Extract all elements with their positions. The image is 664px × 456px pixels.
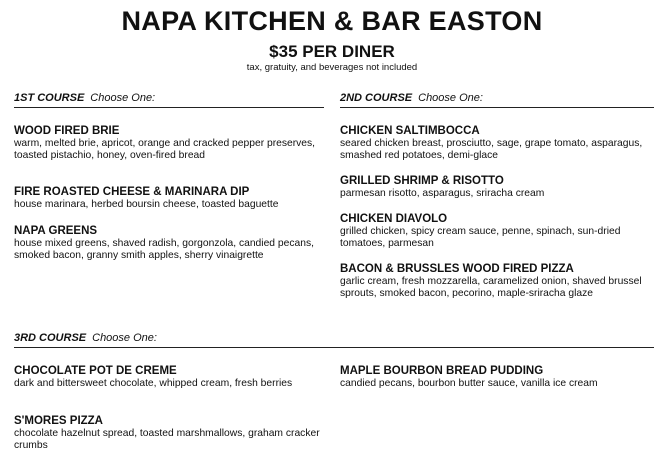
item-desc: dark and bittersweet chocolate, whipped cream, fresh berries xyxy=(14,378,293,389)
price-note: tax, gratuity, and beverages not included xyxy=(246,62,418,73)
menu-item-chicken-saltimbocca xyxy=(340,125,650,161)
course-1-rule xyxy=(14,107,324,108)
item-desc: candied pecans, bourbon butter sauce, vanilla ice cream xyxy=(340,378,598,389)
course-1-label: 1ST COURSE xyxy=(14,92,85,104)
course-3-label: 3RD COURSE xyxy=(14,332,87,344)
course-3-choose: Choose One: xyxy=(92,332,157,344)
item-name: CHICKEN DIAVOLO xyxy=(340,213,448,225)
item-name: S'MORES PIZZA xyxy=(14,415,103,427)
item-name: NAPA GREENS xyxy=(14,225,98,237)
item-desc: chocolate hazelnut spread, toasted marshmallows, graham cracker crumbs xyxy=(14,428,320,451)
item-name: WOOD FIRED BRIE xyxy=(14,125,120,137)
item-desc: garlic cream, fresh mozzarella, caramelized onion, shaved brussel sprouts, smoked bacon, pecorino, maple-sriracha glaze xyxy=(340,276,642,299)
course-2-choose: Choose One: xyxy=(418,92,483,104)
course-2-heading xyxy=(340,92,483,104)
item-name: MAPLE BOURBON BREAD PUDDING xyxy=(340,365,544,377)
menu-item-wood-fired-brie xyxy=(14,125,324,161)
menu-item-napa-greens xyxy=(14,225,324,261)
course-2-label: 2ND COURSE xyxy=(340,92,413,104)
course-2-rule xyxy=(340,107,654,108)
item-desc: seared chicken breast, prosciutto, sage, grape tomato, asparagus, smashed red potatoes, demi-glace xyxy=(340,138,643,161)
item-name: BACON & BRUSSLES WOOD FIRED PIZZA xyxy=(340,263,574,275)
menu-item-shrimp-risotto xyxy=(340,175,650,200)
item-desc: house mixed greens, shaved radish, gorgonzola, candied pecans, smoked bacon, granny smith apples, sherry vinaigrette xyxy=(14,238,314,261)
menu-item-pot-de-creme xyxy=(14,365,324,390)
menu-item-smores-pizza xyxy=(14,415,324,451)
menu-item-cheese-marinara-dip xyxy=(14,186,324,211)
item-desc: parmesan risotto, asparagus, sriracha cream xyxy=(340,188,545,199)
item-desc: house marinara, herbed boursin cheese, toasted baguette xyxy=(14,199,279,210)
price-per-diner: $35 PER DINER xyxy=(269,42,395,61)
course-3-heading xyxy=(14,332,157,344)
item-name: FIRE ROASTED CHEESE & MARINARA DIP xyxy=(14,186,250,198)
item-name: CHOCOLATE POT DE CREME xyxy=(14,365,177,377)
item-desc: grilled chicken, spicy cream sauce, penne, spinach, sun-dried tomatoes, parmesan xyxy=(340,226,621,249)
course-3-rule xyxy=(14,347,654,348)
course-1-choose: Choose One: xyxy=(90,92,156,104)
menu-item-bacon-brussles-pizza xyxy=(340,263,650,299)
menu-item-bread-pudding xyxy=(340,365,650,390)
item-name: CHICKEN SALTIMBOCCA xyxy=(340,125,480,137)
menu-item-chicken-diavolo xyxy=(340,213,650,249)
item-desc: warm, melted brie, apricot, orange and cracked pepper preserves, toasted pistachio, honey, oven-fired bread xyxy=(14,138,316,161)
course-1-heading xyxy=(14,92,155,104)
item-name: GRILLED SHRIMP & RISOTTO xyxy=(340,175,504,187)
menu-title: NAPA KITCHEN & BAR EASTON xyxy=(121,6,543,36)
